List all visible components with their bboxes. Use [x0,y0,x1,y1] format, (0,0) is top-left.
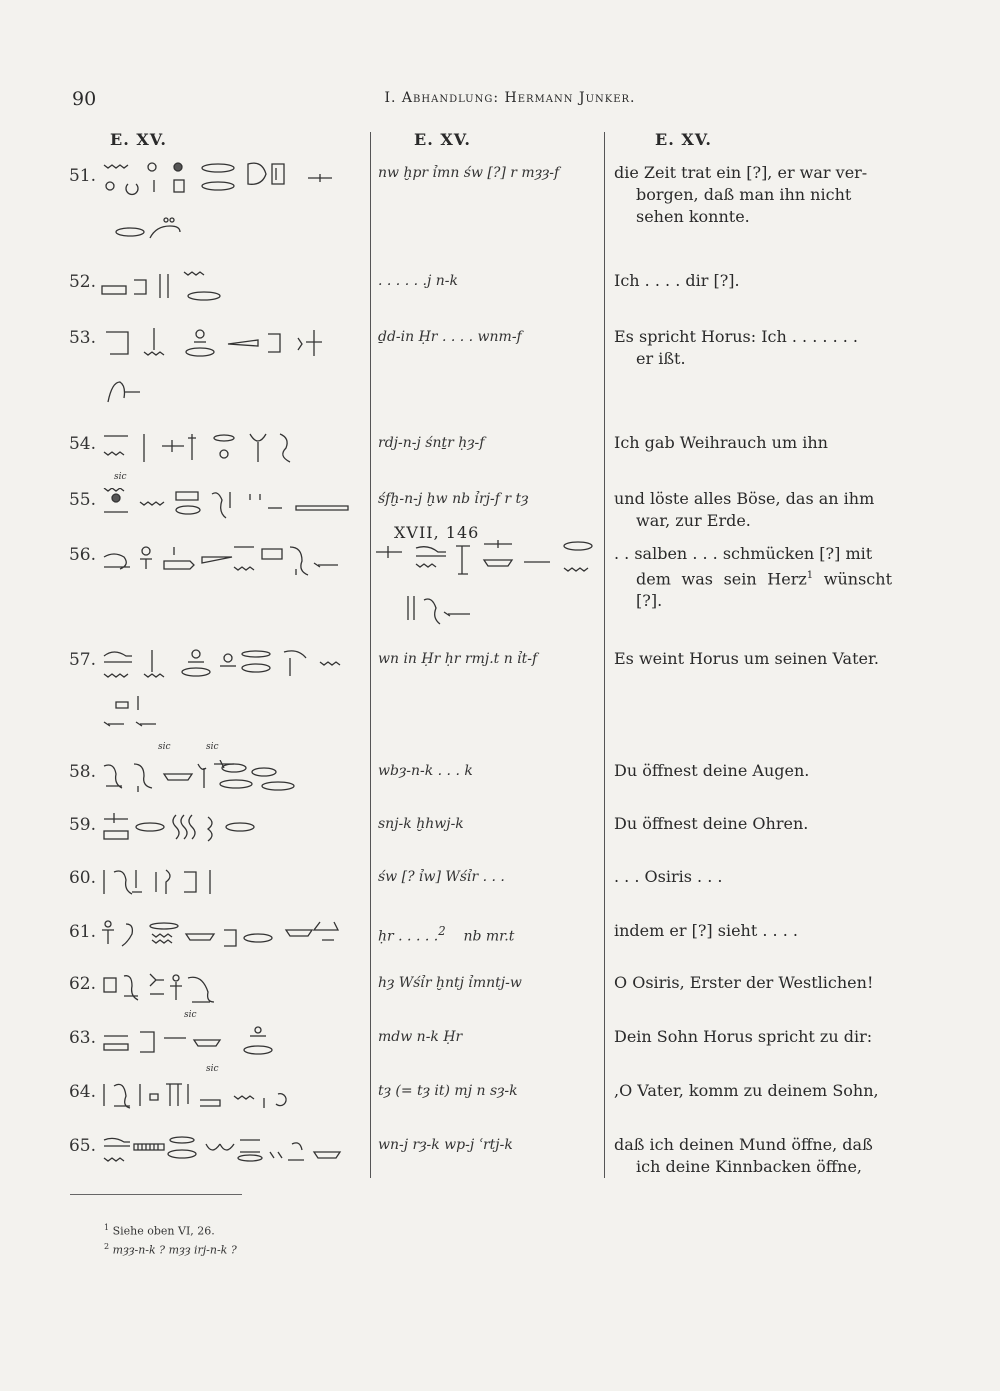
translation-line: ich deine Kinnbacken öffne, [636,1157,862,1176]
footnote-marker-1: 1 [806,570,814,581]
page-number: 90 [72,88,97,110]
transliteration: wbȝ-n-k . . . k [378,763,473,779]
line-number: 63. [68,1028,96,1048]
hieroglyphs-image [100,432,362,466]
transliteration: ḏd-in Ḥr . . . . wnm-f [378,329,522,345]
translation-line: Dein Sohn Horus spricht zu dir: [614,1027,873,1046]
transliteration: św [? ỉw] Wśỉr . . . [378,869,505,885]
hieroglyphs-image [100,326,362,410]
hieroglyph-group [100,866,362,904]
hieroglyph-group [100,1080,362,1118]
hieroglyph-group [100,543,362,581]
line-number: 61. [68,922,96,942]
footnote-rule [70,1194,242,1195]
translation-line: daß ich deinen Mund öffne, daß [614,1135,873,1154]
translation [614,162,892,228]
hieroglyphs-image [100,1134,362,1168]
footnote-marker: 2 [104,1242,110,1251]
hieroglyph-group [100,432,362,470]
transliteration-fragment: ḥr . . . . . [378,928,439,945]
hieroglyphs-image [100,760,362,794]
line-number: 53. [68,328,96,348]
hieroglyphs-image [100,1026,362,1060]
line-number: 59. [68,815,96,835]
sic-annotation: sic [184,1010,197,1020]
footnote-1 [104,1223,215,1238]
transliteration-fragment: nb mr.t [463,928,515,945]
transliteration: hȝ Wśỉr ḫntj ỉmntj-w [378,975,522,991]
translation-line: indem er [?] sieht . . . . [614,921,798,940]
translation-line: Du öffnest deine Ohren. [614,814,809,833]
hieroglyphs-image [100,813,362,847]
column-divider [370,132,371,1178]
translation-line: Es weint Horus um seinen Vater. [614,649,879,668]
hieroglyphs-image [100,270,362,304]
sic-annotation: sic [158,742,171,752]
line-number: 54. [68,434,96,454]
transliteration-column-heading: E. XV. [414,130,471,149]
line-number: 56. [68,545,96,565]
hieroglyphs-image [100,488,362,522]
transliteration: rdj-n-j śnṯr ḥȝ-f [378,435,485,451]
transliteration: wn-j rȝ-k wp-j ʿrtj-k [378,1137,513,1153]
translation-line: war, zur Erde. [636,511,751,530]
hieroglyph-group [100,648,362,736]
translation-line: die Zeit trat ein [?], er war ver- [614,163,868,182]
transliteration: nw ḫpr ỉmn św [?] r mȝȝ-f [378,165,560,181]
translation [614,1080,892,1102]
footnote-marker-2: 2 [438,924,446,938]
hieroglyph-group [100,760,362,798]
line-number: 58. [68,762,96,782]
line-number: 51. [68,166,96,186]
hieroglyph-group [100,813,362,851]
hieroglyphs-image [372,540,602,636]
transliteration: snj-k ḫhwj-k [378,816,464,832]
line-number: 64. [68,1082,96,1102]
sic-annotation: sic [206,742,219,752]
transliteration: tȝ (= tȝ it) mj n sȝ-k [378,1083,518,1099]
footnote-marker: 1 [104,1223,110,1232]
translation [614,813,892,835]
footnote-text: mȝȝ-n-k ? mȝȝ irj-n-k ? [112,1243,237,1257]
translation-line: und löste alles Böse, das an ihm [614,489,875,508]
translation-line: Ich . . . . dir [?]. [614,271,740,290]
translation-fragment: wünscht [?]. [636,569,892,611]
translation-line: ,O Vater, komm zu deinem Sohn, [614,1081,879,1100]
sic-annotation: sic [114,472,127,482]
transliteration: . . . . . .j n-k [378,273,458,289]
translation-line: . . salben . . . schmücken [?] mit [614,544,873,563]
hieroglyphs-image [100,543,362,577]
hieroglyph-group [100,162,362,256]
translation [614,1026,892,1048]
translation-line: Ich gab Weihrauch um ihn [614,433,828,452]
translation-column-heading: E. XV. [655,130,712,149]
reference-hieroglyph-group [372,540,602,640]
line-number: 57. [68,650,96,670]
sic-annotation: sic [206,1064,219,1074]
translation [614,648,892,670]
translation-line [614,565,892,612]
translation-line: er ißt. [636,349,686,368]
line-number: 65. [68,1136,96,1156]
hieroglyphs-image [100,866,362,900]
line-number: 60. [68,868,96,888]
translation-line: borgen, daß man ihn nicht [636,185,852,204]
translation [614,326,892,370]
translation [614,920,892,942]
hieroglyphs-image [100,920,362,954]
translation-line: Es spricht Horus: Ich . . . . . . . [614,327,858,346]
hieroglyph-group [100,488,362,526]
translation-fragment: dem was sein Herz [636,569,807,589]
hieroglyph-group [100,326,362,414]
hieroglyphs-image [100,972,362,1006]
line-number: 62. [68,974,96,994]
translation-line: sehen konnte. [636,207,750,226]
translation [614,543,892,612]
translation-line: Du öffnest deine Augen. [614,761,810,780]
translation-line: O Osiris, Erster der Westlichen! [614,973,874,992]
translation [614,488,892,532]
translation [614,270,892,292]
transliteration: śfḫ-n-j ḫw nb ỉrj-f r tȝ [378,491,529,507]
translation [614,866,892,888]
hieroglyph-column-heading: E. XV. [110,130,167,149]
hieroglyphs-image [100,1080,362,1114]
transliteration: mdw n-k Ḥr [378,1029,463,1045]
line-number: 52. [68,272,96,292]
hieroglyph-group [100,1134,362,1172]
translation [614,432,892,454]
hieroglyph-group [100,1026,362,1064]
footnote-2 [104,1242,237,1257]
transliteration: wn in Ḥr ḥr rmj.t n ỉt-f [378,651,538,667]
hieroglyphs-image [100,648,362,732]
running-title: I. Abhandlung: Hermann Junker. [384,90,636,106]
line-number: 55. [68,490,96,510]
transliteration [378,920,598,948]
hieroglyph-group [100,270,362,308]
footnote-text: Siehe oben VI, 26. [112,1224,215,1238]
hieroglyph-group [100,920,362,958]
hieroglyph-group [100,972,362,1010]
hieroglyphs-image [100,162,362,252]
translation [614,760,892,782]
column-divider [604,132,605,1178]
translation [614,972,892,994]
translation [614,1134,892,1178]
cross-reference: XVII, 146 [394,523,480,542]
translation-line: . . . Osiris . . . [614,867,723,886]
